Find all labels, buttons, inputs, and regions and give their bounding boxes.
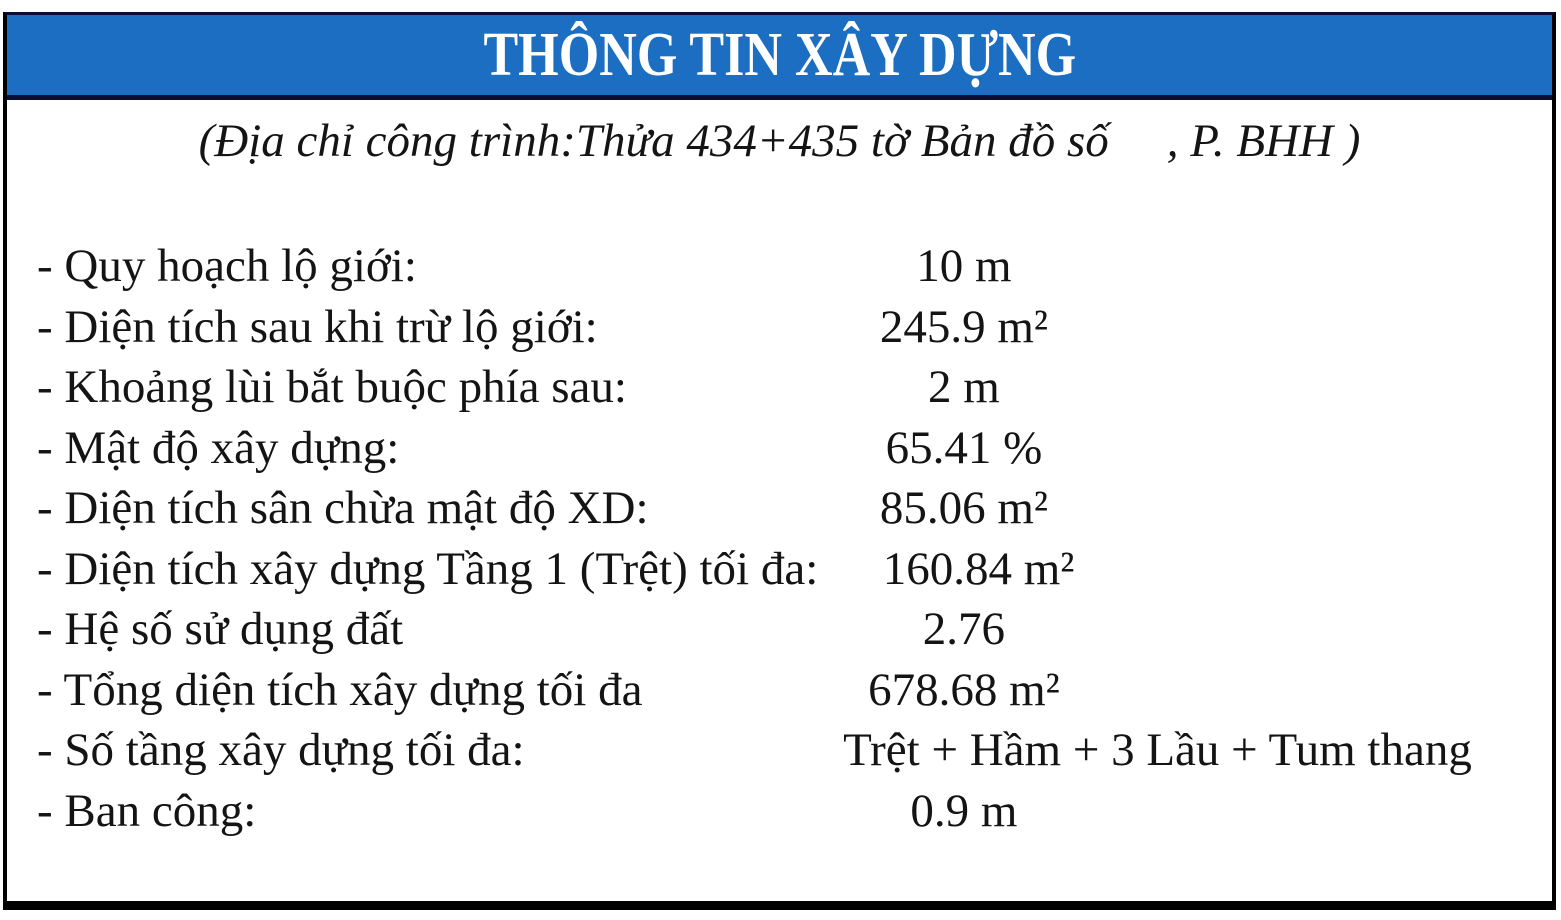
info-row bbox=[7, 781, 1552, 842]
info-row bbox=[7, 418, 1552, 479]
row-value: 245.9 m² bbox=[879, 300, 1048, 353]
info-row bbox=[7, 720, 1552, 781]
row-label: - Diện tích sân chừa mật độ XD: bbox=[37, 482, 649, 534]
info-row bbox=[7, 539, 1552, 600]
row-label: - Diện tích xây dựng Tầng 1 (Trệt) tối đa: bbox=[37, 542, 819, 595]
row-value: 678.68 m² bbox=[868, 663, 1060, 716]
row-value: Trệt + Hầm + 3 Lầu + Tum thang bbox=[843, 724, 1472, 776]
info-row bbox=[7, 297, 1552, 358]
row-value: 0.9 m bbox=[910, 784, 1018, 837]
info-row bbox=[7, 236, 1552, 297]
row-value: 2.76 bbox=[922, 603, 1006, 655]
info-row bbox=[7, 599, 1552, 660]
row-label: - Diện tích sau khi trừ lộ giới: bbox=[37, 300, 598, 353]
row-value: 10 m bbox=[916, 240, 1012, 292]
row-value: 2 m bbox=[928, 361, 1000, 413]
info-sheet-frame bbox=[3, 12, 1556, 910]
address-subtitle-suffix: , P. BHH ) bbox=[1166, 115, 1361, 167]
row-label: - Tổng diện tích xây dựng tối đa bbox=[37, 663, 643, 716]
info-row bbox=[7, 660, 1552, 721]
row-label: - Mật độ xây dựng: bbox=[37, 421, 400, 474]
row-label: - Hệ số sử dụng đất bbox=[37, 603, 404, 655]
row-value: 65.41 % bbox=[885, 421, 1043, 474]
info-row bbox=[7, 478, 1552, 539]
row-label: - Số tầng xây dựng tối đa: bbox=[37, 724, 525, 776]
title-bar bbox=[7, 15, 1552, 100]
row-value: 85.06 m² bbox=[879, 482, 1048, 534]
address-subtitle bbox=[7, 110, 1552, 172]
info-row bbox=[7, 357, 1552, 418]
row-label: - Quy hoạch lộ giới: bbox=[37, 240, 417, 292]
row-label: - Ban công: bbox=[37, 784, 257, 837]
row-value: 160.84 m² bbox=[882, 542, 1075, 595]
page-title: THÔNG TIN XÂY DỰNG bbox=[483, 21, 1076, 89]
info-rows bbox=[7, 236, 1552, 841]
row-label: - Khoảng lùi bắt buộc phía sau: bbox=[37, 361, 627, 413]
address-subtitle-prefix: (Địa chỉ công trình:Thửa 434+435 tờ Bản đồ số bbox=[198, 115, 1109, 167]
